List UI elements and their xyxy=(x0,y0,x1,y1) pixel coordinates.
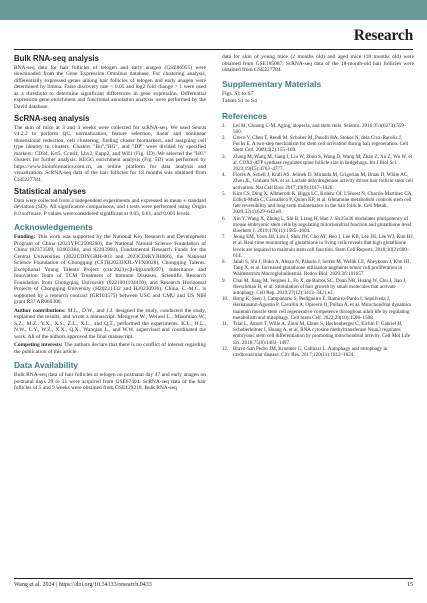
reference-text: Kim CS, Ding X, Allmeroth K, Biggs LC, Kolenc OI, L'Hoest N, Chacón-Martinez CA, Edlich-Muth C, Giavalisco P, Quinn KP, et al. Glutamine metabolism controls stem cell fate reversibility and long-term maintenance in the hair follicle. Cell Metab. 2020;32(4):629–642.e8. xyxy=(233,190,413,216)
reference-number: 9. xyxy=(222,277,226,284)
footer-rule xyxy=(14,578,413,579)
reference-item xyxy=(222,259,414,278)
reference-number: 10. xyxy=(222,296,229,303)
bulk-rnaseq-paragraph: RNA-seq data for hair follicles of telogen and early anagen (GSE86955) were downloaded from the Gene Expression Omnibus database. For clustering analysis, differentially expressed genes among hair follicles of telogen and early anagen were determined by limma. False discovery rate < 0.05 and log2 fold change > 1 were used as a threshold to determine significant differences in gene expression. Differential expression gene enrichment and functional annotation analysis were performed by the David database. xyxy=(14,64,206,110)
supplementary-item-tables[interactable]: Tables S1 to S4 xyxy=(222,97,257,104)
reference-item xyxy=(222,154,414,173)
reference-number: 6. xyxy=(222,215,226,222)
reference-item xyxy=(222,278,414,297)
reference-item xyxy=(222,216,414,235)
funding-paragraph xyxy=(14,234,206,306)
reference-text: Bravo-San Pedro JM, Kroemer G, Galluzzi L. Autophagy and mitophagy in cardiovascular disease. Circ Res. 2017;120(11):1812–1824. xyxy=(233,345,388,359)
scrnaseq-paragraph: The skin of mice at 3 and 4 weeks were collected for scRNA-seq. We used Seurat v4.2.2 to perform QC, normalization, feature selection, linear and nonlinear dimensional reduction, cell clustering, finding cluster biomarkers, and assigning cell type identity to clusters. Clusters "Bu","HG", and "DP" were divided by specified markers: CD34, Krt5, Ccnd1, Lhx2, Enpp2, and Wif1 (Fig. 1D). We selected the "HG" clusters for further analysis. KEGG enrichment analysis (Fig. 5D) was performed by https://www.bioinformatics.com.cn, an online platform for data analysis and visualization. ScRNA-seq data of the hair follicles for 18 months was obtained from GSE227784. xyxy=(14,124,206,183)
reference-text: Zhang M, Wang M, Jiang J, Liu W, Zhou S, Wang D, Wang M, Zhao Z, Xu Z, Wu W, et al. COX2-ATP synthase regulates spine follicle size in hedgehogs. Int J Biol Sci. 2023;19(15):4763–4777. xyxy=(233,153,413,172)
page-number: 15 xyxy=(407,582,413,588)
left-column xyxy=(14,54,206,392)
reference-text: Hong K, Seen J, Campanario S, Pedigueiro E, Ramirez-Pardo I, Sepúlveda J, Hernansanz-Agustín P, Cavallin A, Oprescu O, Pollan A, et al. Mitochondrial dynamics maintain muscle stem cell regenerative competence throughout adult life by regulating metabolism and mitophagy. Cell Stem Cell. 2022;29(10):1506–1508. xyxy=(233,296,412,321)
author-contributions-text: M.L., D.W., and J.J. designed the study, conducted the study, explained the results, and wrote a manuscript. Mengyue W., Weiwei L., Miaomiao W., S.Z., M.Z., Y.X., X.S., Z.L., X.L., and Q.T., performed the experiments. K.L., H.L., N.W., L.Y., W.Z., X.X., Q.X., Wanqian L., and W.W. supervised and coordinated the work. All of the authors approved the final manuscript. xyxy=(14,307,207,340)
reference-text: Jalali S, Shi J, Buko A, Ahsan N, Palsulo J, Serres M, Wellik LE, Abeykoon J, Kim HJ, Tang X, et al. Increased glutathione utilization augments tumor cell proliferation in Waldenstrom Macroglobulinemia. Redox Biol. 2020;36:101657. xyxy=(233,258,411,278)
scrnaseq-heading: ScRNA-seq analysis xyxy=(14,114,90,124)
funding-text: This work was supported by the National Key Research and Development Program of China (2023YFC2508200), the National Natural Science Foundation of China (82373509, 82003384, and 82203960), Fundamental Research Funds for the Central Universities (2022CDJYGRH-003 and 2023CDJKYJH066), the National Science Foundation of Chongqing (CSTB2023JXJL-YFX0028), Chongqing Talents: Exceptional Young Talents Project (cstc2021ycjh-bgzxm0397), Inheritance and Innovation Team of TCM Treatment of Immune Diseases, Scientific Research Foundation from Chongqing University (0221001104410), and Research Horizontal Projects of Chongqing University (H20231432 and H20230936), China. C.-M.C. is supported by a research contract (GR103575) between USC and CMU and US NIH grant R37 AR060306. xyxy=(14,234,206,306)
reference-text: Greco V, Chen T, Rendl M, Schober M, Pasolli HA, Stokes N, dela Cruz-Racelis J, Fuchs E. A two-step mechanism for stem cell activation during hair regeneration. Cell Stem Cell. 2009;4(2):155–169. xyxy=(233,134,409,154)
journal-header-band xyxy=(0,0,427,20)
supplementary-item-figures[interactable]: Figs. S1 to S7 xyxy=(222,90,254,97)
references-list xyxy=(222,123,414,359)
reference-number: 5. xyxy=(222,190,226,197)
reference-item xyxy=(222,135,414,154)
reference-text: Flores A, Schell J, Krall AS, Jelinek D, Miranda M, Grigorian M, Braas D, White AC, Zhou JL, Graham NA, et al. Lactate dehydrogenase activity drives hair follicle stem cell activation. Nat Cell Biol. 2017;19(9):1017–1026. xyxy=(233,172,413,191)
reference-number: 11. xyxy=(222,321,229,327)
data-availability-heading: Data Availability xyxy=(14,360,79,371)
reference-text: Chai M, Jiang M, Vergnes L, Fu X, de Barros SC, Doan NB, Huang W, Chu J, Jiao J, Herschman H, et al. Stimulation of hair growth by small molecules that activate autophagy. Cell Rep. 2019;27(12):3413–3421.e3. xyxy=(233,277,407,296)
footer-citation[interactable]: Wang et al. 2024 | https://doi.org/10.34133/research.0433 xyxy=(14,582,152,588)
supplementary-heading: Supplementary Materials xyxy=(222,78,322,89)
reference-item xyxy=(222,321,414,346)
reference-number: 1. xyxy=(222,122,226,129)
journal-logo: Research xyxy=(353,27,413,44)
data-availability-paragraph: Bulk RNA-seq data of hair follicles at telogen on postnatal day 47 and early anagen on postnatal days 29 to 31 were acquired from GSE67404. ScRNA-seq data of the hair follicles of 5 and 9 weeks were obtained from GSE129218. Bulk RNA-seq xyxy=(14,372,206,392)
reference-item xyxy=(222,296,414,321)
competing-interests-label: Competing interests: xyxy=(14,342,63,349)
reference-text: Jeong EM, Yoon JH, Lim J, Shin JW, Cho AY, Heo J, Lee KB, Lee JH, Lee WJ, Kim HJ, et al. Real-time monitoring of glutathione in living cells reveals that high glutathione levels are required to maintain stem cell function. Stem Cell Reports. 2018;10(2):600–614. xyxy=(233,234,414,259)
reference-text: Trial L, Amort T, Wille A, Zinni M, Ebner S, Hechenberger C, Eichin F, Gabriel H, Schoberleitner I, Huang A, et al. RNA cytosine methyltransferase Nsun3 regulates embryonic stem cell differentiation by promoting mitochondrial activity. Cell Mol Life Sci. 2018;75(8):1483–1497. xyxy=(233,321,411,346)
reference-number: 2. xyxy=(222,134,226,141)
author-contributions-label: Author contributions: xyxy=(14,307,66,314)
supplementary-list xyxy=(222,91,414,105)
reference-number: 3. xyxy=(222,153,226,160)
funding-label: Funding: xyxy=(14,234,36,241)
reference-number: 7. xyxy=(222,234,226,241)
right-column xyxy=(222,54,414,358)
statistical-analyses-paragraph: Data were collected from 3 independent experiments and expressed as mean ± standard deviation (SD). All significance comparisons, and t tests were performed using Origin 8.0 software. P values were considered significant at 0.05, 0.01, and 0.001 levels. xyxy=(14,197,206,217)
reference-text: Xin Y, Wang X, Zhong L, Shi B, Liang H, Han J. Slc25a36 modulates pluripotency of mouse embryonic stem cells by regulating mitochondrial function and glutathione level. Biochem J. 2019;476(11):1585–1604. xyxy=(233,215,413,234)
reference-item xyxy=(222,346,414,358)
statistical-analyses-heading: Statistical analyses xyxy=(14,187,86,197)
author-contributions-paragraph xyxy=(14,308,206,341)
reference-item xyxy=(222,234,414,259)
acknowledgements-heading: Acknowledgements xyxy=(14,222,93,233)
reference-item xyxy=(222,191,414,216)
bulk-rnaseq-heading: Bulk RNA-seq analysis xyxy=(14,54,99,63)
reference-item xyxy=(222,123,414,135)
reference-number: 8. xyxy=(222,258,226,265)
header-rule xyxy=(14,49,413,50)
references-heading: References xyxy=(222,110,268,121)
competing-interests-text: The authors declare that there is no conflict of interest regarding the publication of this article. xyxy=(14,342,206,355)
data-availability-continued: data for skin of young mice (2 months old) and aged mice (18 months old) were obtained from GSE185087. ScRNA-seq data of the 18-month-old hair follicles were obtained from GSE227784. xyxy=(222,54,414,73)
reference-item xyxy=(222,172,414,191)
reference-number: 12. xyxy=(222,345,229,352)
competing-interests-paragraph xyxy=(14,342,206,355)
reference-text: Lei M, Chuong C-M. Aging, alopecia, and stem cells. Science. 2016;351(6273):559–560. xyxy=(233,122,407,135)
reference-number: 4. xyxy=(222,172,226,179)
